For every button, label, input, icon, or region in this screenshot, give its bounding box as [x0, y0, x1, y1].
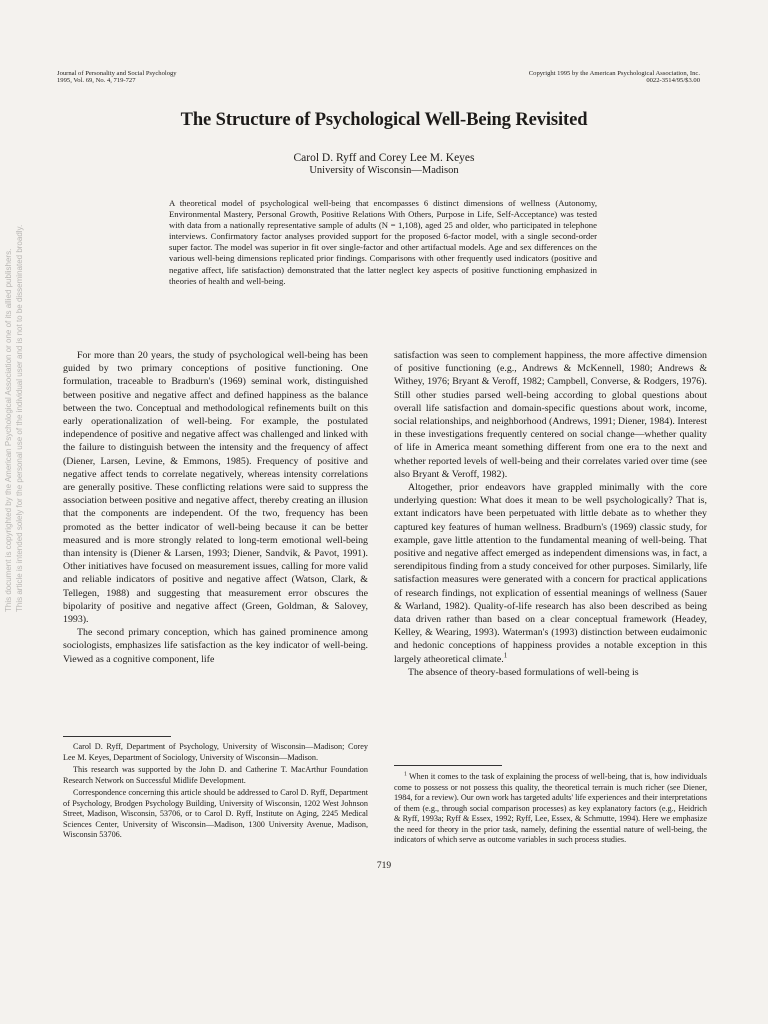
footnote-paragraph	[394, 772, 707, 846]
journal-volume: 1995, Vol. 69, No. 4, 719-727	[57, 77, 136, 85]
body-paragraph: The absence of theory-based formulations of well-being is	[408, 666, 639, 678]
copyright-side-notice	[3, 225, 25, 612]
body-paragraph: For more than 20 years, the study of psychological well-being has been guided by two primary conceptions of positive functioning. One formulation, traceable to Bradburn's (1969) seminal work, distinguished between positive and negative affect and defined happiness as the balance between the two. Conceptual and methodological refinements built on this early operationalization of well-being. For example, the postulated independence of positive and negative affect was challenged and linked with the failure to distinguish between the intensity and the frequency of affect (Diener, Larsen, Levine, & Emmons, 1985). Frequency of positive and negative affect tends to correlate negatively, whereas intensity correlations are generally positive. These conflicting relations were said to suppress the association between positive and negative affect, thereby creating an illusion that the components are independent. Of the two, frequency has been promoted as the better indicator of well-being because it can be better measured and is more strongly related to long-term emotional well-being than intensity is (Diener & Larsen, 1993; Diener, Sandvik, & Pavot, 1991). Other initiatives have focused on measurement issues, calling for more valid and reliable indicators of positive and negative affect (Watson, Clark, & Tellegen, 1988) and suggesting that measurement error obscures the bipolarity of positive and negative affect (Green, Goldman, & Salovey, 1993).	[63, 350, 368, 626]
author-affiliation: University of Wisconsin—Madison	[309, 165, 459, 176]
author-note-paragraph: Carol D. Ryff, Department of Psychology, University of Wisconsin—Madison; Corey Lee M. Keyes, Department of Sociology, University of Wisconsin—Madison.	[63, 742, 368, 762]
side-notice-line-2: This article is intended solely for the personal use of the individual user and is not to be disseminated broadly.	[15, 224, 24, 612]
article-title: The Structure of Psychological Well-Being Revisited	[180, 110, 588, 130]
footnote-number: 1	[404, 771, 407, 778]
footnote	[394, 772, 707, 848]
journal-citation	[57, 70, 177, 85]
body-paragraph-text: Altogether, prior endeavors have grappled minimally with the core underlying question: What does it mean to be well psychologically? That is, extant indicators have been perpetuated with little debate as to whether they captured key features of human wellness. Bradburn's (1969) classic study, for example, gave little attention to the fundamental meaning of well-being. That positive and negative affect emerged as independent dimensions was, in fact, a serendipitous finding from a study conceived for other purposes. Similarly, life satisfaction measures were generated with a concern for practical applications of research findings, not explication of essential meanings of wellness (Sauer & Warland, 1982). Quality-of-life research has also been described as being data driven rather than based on a clear conceptual framework (Headey, Kelley, & Wearing, 1993). Waterman's (1993) distinction between eudaimonic and hedonic conceptions of happiness provides a notable exception in this largely atheoretical climate.	[394, 482, 707, 665]
author-note-paragraph: Correspondence concerning this article should be addressed to Carol D. Ryff, Department of Psychology, Brodgen Psychology Building, University of Wisconsin, 1202 West Johnson Street, Madison, Wisconsin, 53706, or to Carol D. Ryff, Institute on Aging, 2245 Medical Sciences Center, University of Wisconsin—Madison, 1300 University Avenue, Madison, Wisconsin 53706.	[63, 788, 368, 839]
footnote-divider-left	[63, 736, 171, 737]
footnote-divider-right	[394, 765, 502, 766]
copyright-line: Copyright 1995 by the American Psychological Association, Inc.	[528, 70, 700, 77]
author-note	[63, 742, 368, 843]
author-note-paragraph: This research was supported by the John D. and Catherine T. MacArthur Foundation Research Network on Successful Midlife Development.	[63, 765, 368, 785]
footnote-text: When it comes to the task of explaining the process of well-being, that is, how individuals come to possess or not possess this quality, the theoretical terrain is much richer (see Diener, 1984, for a review). Our own work has targeted adults' life experiences and their interpretations of them (e.g., through social comparison processes) as key explanatory factors (e.g., Heidrich & Ryff, 1993a; Ryff & Essex, 1992; Ryff, Lee, Essex, & Schmutte, 1994). Here we emphasize the need for theory in the prior task, namely, defining the essential nature of well-being, the indicators of which serve as outcome variables in such process studies.	[394, 772, 707, 844]
body-paragraph: satisfaction was seen to complement happiness, the more affective dimension of positive functioning (e.g., Andrews & McKennell, 1980; Andrews & Withey, 1976; Bryant & Veroff, 1982; Campbell, Converse, & Rodgers, 1976). Still other studies parsed well-being according to global questions about overall life satisfaction and domain-specific questions about work, income, social relationships, and neighborhood (Andrews, 1991; Diener, 1984). Interest in these investigations frequently centered on social change—whether quality of life in America meant something different from one era to the next and whether reported levels of well-being and their correlates varied over time (see also Bryant & Veroff, 1982).	[394, 350, 707, 480]
body-paragraph: The second primary conception, which has gained prominence among sociologists, emphasizes life satisfaction as the key indicator of well-being. Viewed as a cognitive component, life	[63, 627, 368, 665]
page-number: 719	[376, 861, 392, 871]
body-column-right	[394, 349, 707, 679]
abstract	[169, 198, 597, 287]
side-notice-line-1: This document is copyrighted by the American Psychological Association or one of its allied publishers.	[4, 248, 13, 612]
issn-line: 0022-3514/95/$3.00	[646, 77, 700, 85]
journal-name: Journal of Personality and Social Psychology	[57, 70, 177, 77]
author-names: Carol D. Ryff and Corey Lee M. Keyes	[293, 152, 475, 164]
abstract-text: A theoretical model of psychological well-being that encompasses 6 distinct dimensions of wellness (Autonomy, Environmental Mastery, Personal Growth, Positive Relations With Others, Purpose in Life, Self-Acceptance) was tested with data from a nationally representative sample of adults (N = 1,108), aged 25 and older, who participated in telephone interviews. Confirmatory factor analyses provided support for the proposed 6-factor model, with a single second-order super factor. The model was superior in fit over single-factor and other artifactual models. Age and sex differences on the various well-being dimensions replicated prior findings. Comparisons with other frequently used indicators (positive and negative affect, life satisfaction) demonstrated that the latter neglect key aspects of positive functioning emphasized in theories of health and well-being.	[169, 198, 597, 286]
body-column-left	[63, 349, 368, 666]
footnote-marker: 1	[503, 652, 508, 660]
copyright-notice	[529, 70, 700, 85]
body-paragraph	[394, 481, 707, 666]
